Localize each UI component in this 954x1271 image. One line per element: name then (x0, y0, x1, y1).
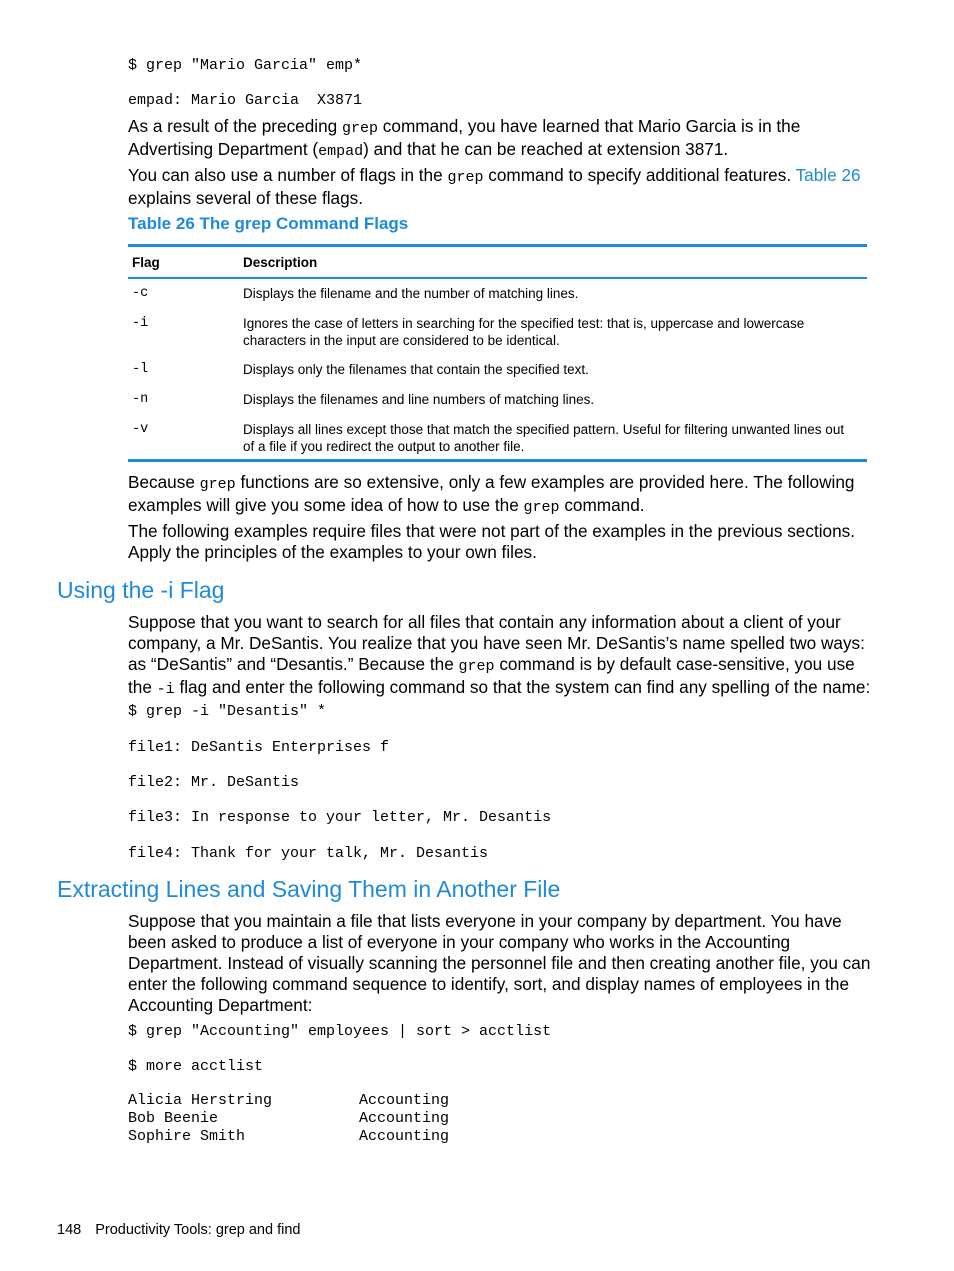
acctlist-output (128, 1092, 449, 1146)
description-cell: Displays only the filenames that contain the specified text. (243, 362, 589, 377)
page-number: 148 (57, 1222, 82, 1238)
code-line: $ grep "Accounting" employees | sort > acctlist (128, 1023, 552, 1040)
flag-cell: -c (132, 286, 149, 301)
table-row (128, 279, 867, 309)
description-cell: Displays the filenames and line numbers of matching lines. (243, 392, 595, 407)
list-item (128, 1092, 449, 1110)
section-heading-using-i-flag: Using the -i Flag (57, 577, 225, 603)
code-line: file2: Mr. DeSantis (128, 774, 300, 791)
description-cell: Displays all lines except those that match the specified pattern. Useful for filtering unwanted lines out of a file if you redirect the output to another file. (243, 422, 845, 454)
flag-cell: -n (132, 392, 149, 407)
section-heading-extracting-lines: Extracting Lines and Saving Them in Another File (57, 876, 561, 902)
table-header (128, 247, 867, 279)
employee-dept: Accounting (359, 1128, 450, 1145)
table-row (128, 385, 867, 415)
employee-name: Sophire Smith (128, 1128, 246, 1145)
employee-name: Alicia Herstring (128, 1092, 273, 1109)
flag-cell: -v (132, 422, 149, 437)
code-line: file3: In response to your letter, Mr. Desantis (128, 809, 552, 826)
code-line: $ grep -i "Desantis" * (128, 703, 327, 720)
flag-cell: -i (132, 316, 149, 331)
employee-dept: Accounting (359, 1110, 450, 1127)
header-description: Description (243, 254, 318, 270)
flag-cell: -l (132, 362, 149, 377)
list-item (128, 1110, 449, 1128)
paragraph-grep-examples: Because grep functions are so extensive, only a few examples are provided here. The following examples will give you some idea of how to use the grep command. (128, 472, 855, 516)
page-footer (57, 1222, 300, 1238)
paragraph-extracting-lines: Suppose that you maintain a file that lists everyone in your company by department. You have been asked to produce a list of everyone in your company who works in the Accounting Department. Instead of visually scanning the personnel file and then creating another file, you can enter the following command sequence to identify, sort, and display names of employees in the Accounting Department: (128, 911, 871, 1015)
employee-name: Bob Beenie (128, 1110, 219, 1127)
code-line: file4: Thank for your talk, Mr. Desantis (128, 845, 489, 862)
table-row (128, 309, 867, 355)
code-output: empad: Mario Garcia X3871 (128, 92, 363, 109)
description-cell: Ignores the case of letters in searching for the specified test: that is, uppercase and lowercase characters in the input are considered to be identical. (243, 316, 805, 348)
table-caption: Table 26 The grep Command Flags (128, 214, 409, 233)
table-row (128, 415, 867, 459)
table-row (128, 355, 867, 385)
paragraph-examples-note: The following examples require files that were not part of the examples in the previous sections. Apply the principles of the examples to your own files. (128, 521, 856, 562)
paragraph-flags-intro: You can also use a number of flags in the grep command to specify additional features. Table 26 explains several of these flags. (128, 165, 861, 208)
header-flag: Flag (132, 254, 160, 270)
paragraph-grep-result: As a result of the preceding grep command, you have learned that Mario Garcia is in the Advertising Department (empad) and that he can be reached at extension 3871. (128, 116, 801, 160)
description-cell: Displays the filename and the number of matching lines. (243, 286, 579, 301)
code-line: file1: DeSantis Enterprises f (128, 739, 390, 756)
list-item (128, 1128, 449, 1146)
footer-title: Productivity Tools: grep and find (95, 1222, 301, 1238)
table-26-link[interactable]: Table 26 (795, 165, 861, 185)
paragraph-i-flag: Suppose that you want to search for all files that contain any information about a client of your company, a Mr. DeSantis. You realize that you have seen Mr. DeSantis’s name spelled two ways: as “DeSantis” and “Desantis.” Because the grep command is by default case-sensitive, you use the -i flag and enter the following command so that the system can find any spelling of the name: (128, 612, 871, 698)
code-command: $ grep "Mario Garcia" emp* (128, 57, 363, 74)
flags-table (128, 244, 867, 462)
code-line: $ more acctlist (128, 1058, 264, 1075)
employee-dept: Accounting (359, 1092, 450, 1109)
